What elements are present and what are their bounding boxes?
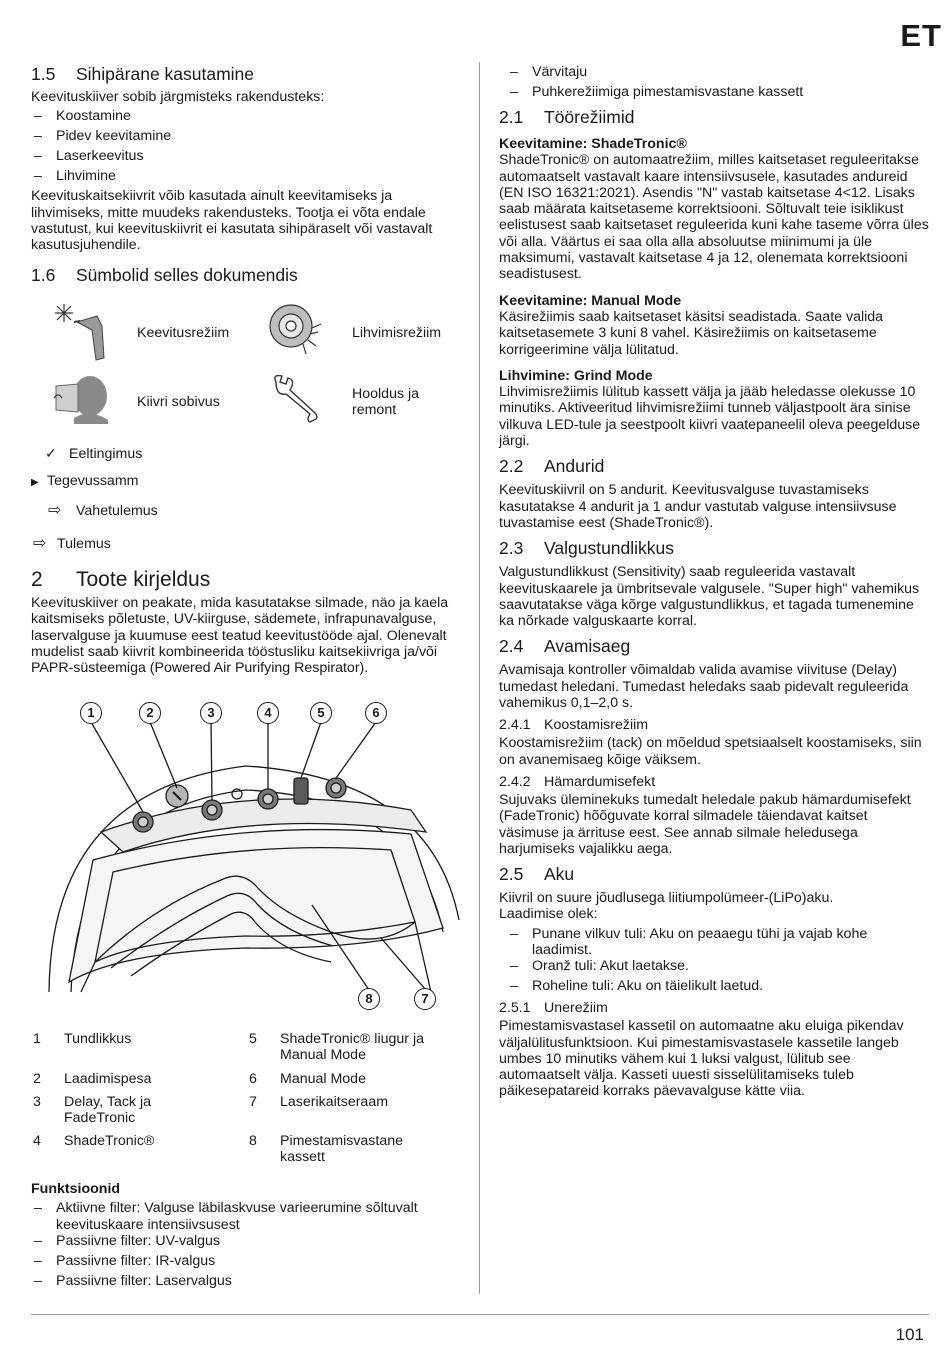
callout-6: 6	[365, 702, 387, 724]
head-fit-icon	[52, 372, 114, 424]
symbol-label: Lihvimisrežiim	[352, 325, 442, 341]
grinding-disc-icon	[266, 300, 328, 358]
hollow-arrow-icon: ⇨	[48, 502, 62, 519]
list-item: – Passiivne filter: UV-valgus	[31, 1233, 451, 1253]
list-item: – Pidev keevitamine	[31, 128, 451, 148]
legend-item: 4 ShadeTronic®	[33, 1133, 155, 1149]
section-body: Keevituskaitsekiivrit võib kasutada ainult keevitamiseks ja lihvimiseks, mitte muudeks rakendusteks. Tootja ei võta endale vastutust, kui keevituskiivrit ei kasutata sihipäraselt või vastavalt kasutusjuhendile.	[31, 188, 433, 254]
column-divider	[479, 62, 480, 1294]
callout-8: 8	[358, 988, 380, 1010]
legend-item: 7 Laserikaitseraam	[249, 1094, 389, 1110]
list-item: – Passiivne filter: IR-valgus	[31, 1253, 451, 1273]
paragraph: Valgustundlikkust (Sensitivity) saab reguleerida vastavalt keevituskaarele ja ümbritsevale valgusele. "Super high" vahemikus saavutatakse väga kõrge valgustundlikkus, et tagada tumenemine ka nõrkade valguskaarte korral.	[499, 564, 920, 630]
chapter-body: Keevituskiiver on peakate, mida kasutatakse silmade, näo ja kaela kaitsmiseks põletuste, UV-kiirguse, sädemete, infrapunavalguse, laservalguse ja kuumuse eest teatud keevitustööde ajal. Olenevalt mudelist saab kiivrit kombineerida tööstusliku kaitsekiivriga ja/või PAPR-süsteemiga (Powered Air Purifying Respirator).	[31, 595, 449, 677]
section-1-6	[31, 265, 451, 286]
subsection-heading: 2.4.2 Hämardumisefekt	[499, 773, 656, 790]
section-heading: 1.5 Sihipärane kasutamine	[31, 64, 255, 84]
footer-rule	[31, 1314, 929, 1315]
list-item: – Puhkerežiimiga pimestamisvastane kassett	[507, 84, 929, 104]
wrench-icon	[270, 372, 326, 424]
subsection-title: Keevitamine: ShadeTronic®	[499, 136, 687, 152]
result-marker: ⇨ Tulemus	[33, 535, 111, 552]
right-column	[499, 64, 929, 1100]
list-item: – Koostamine	[31, 108, 451, 128]
language-tag: ET	[900, 18, 942, 53]
symbol-label: Hooldus ja remont	[352, 386, 420, 419]
callout-2: 2	[139, 702, 161, 724]
list-item: – Roheline tuli: Aku on täielikult laetud.	[507, 978, 929, 998]
list-item: – Värvitaju	[507, 64, 929, 84]
list-item: – Passiivne filter: Laservalgus	[31, 1273, 451, 1293]
subsection-title: Lihvimine: Grind Mode	[499, 367, 653, 384]
legend-item: 6 Manual Mode	[249, 1071, 366, 1087]
paragraph: Keevituskiivril on 5 andurit. Keevitusvalguse tuvastamiseks kasutatakse 4 andurit ja 1 andur vastutab valguse intensiivsuse tuvastamise eest (ShadeTronic®).	[499, 482, 897, 531]
paragraph: Koostamisrežiim (tack) on mõeldud spetsiaalselt koostamiseks, siin on avanemisaeg kõige väiksem.	[499, 735, 922, 768]
hollow-arrow-icon: ⇨	[33, 535, 47, 552]
paragraph: Käsirežiimis saab kaitsetaset käsitsi seadistada. Saate valida kaitsetasemete 3 kuni 8 vahel. Käsirežiimis on kaitsetaseme korrigeerimine välja lülitatud.	[499, 308, 884, 358]
section-heading: 2.2 Andurid	[499, 456, 605, 477]
functions-list-continued	[507, 64, 929, 104]
interim-result-marker: ⇨ Vahetulemus	[48, 502, 158, 519]
subsection-heading: 2.4.1 Koostamisrežiim	[499, 717, 649, 734]
paragraph: ShadeTronic® on automaatrežiim, milles kaitsetaset reguleeritakse automaatselt vastavalt kaare intensiivsusele, kasutades andureid (EN ISO 16321:2021). Asendis "N" vastab kaitsetase 4<12. Lisaks saab määrata kaitsetaseme korrektsiooni. Sõltuvalt teie isiklikust eelistusest saab kaitsetaset reguleerida kuni kahe taseme võrra üles või alla. Väärtus ei saa olla alla absoluutse miinimumi ja üle maksimumi, vastavalt kaitsetase 4 ja 12, olenemata korrektsiooni seadistusest.	[499, 152, 929, 283]
section-heading: 2.5 Aku	[499, 864, 575, 885]
symbol-label: Keevitusrežiim	[137, 325, 230, 341]
section-heading: 2.4 Avamisaeg	[499, 636, 631, 657]
charging-status-list	[507, 926, 929, 999]
callout-4: 4	[257, 702, 279, 724]
list-item: – Laserkeevitus	[31, 148, 451, 168]
section-2	[31, 568, 451, 676]
welding-torch-icon	[52, 300, 122, 362]
play-arrow-icon: ▶	[31, 477, 39, 488]
list-item: – Oranž tuli: Akut laetakse.	[507, 958, 929, 978]
subsection-title: Keevitamine: Manual Mode	[499, 292, 682, 309]
symbol-label: Kiivri sobivus	[137, 394, 220, 410]
functions-block	[31, 1181, 451, 1293]
check-icon: ✓	[45, 446, 57, 462]
paragraph: Sujuvaks üleminekuks tumedalt heledale pakub hämardumisefekt (FadeTronic) hõõguvate korral silmadele täiendavat kaitset väsimuse ja ärrituse eest. See annab silmale heledusega harjumiseks vajalikku aega.	[499, 791, 911, 857]
chapter-heading: 2 Toote kirjeldus	[31, 568, 211, 591]
application-list	[31, 108, 451, 188]
page-number: 101	[895, 1325, 924, 1344]
legend-item: 3 Delay, Tack ja FadeTronic	[33, 1094, 151, 1127]
functions-list	[31, 1200, 451, 1293]
section-heading: 1.6 Sümbolid selles dokumendis	[31, 265, 298, 285]
callout-3: 3	[200, 702, 222, 724]
list-item: – Aktiivne filter: Valguse läbilaskvuse varieerumine sõltuvalt keevituskaare intensiivsusest	[31, 1200, 451, 1233]
paragraph: Pimestamisvastasel kassetil on automaatne aku eluiga pikendav väljalülitusfunktsioon. Kui pimestamisvastasele kassetile langeb umbes 10 minutiks vähem kui 1 luksi valgust, lülitub see automaatselt välja. Kasseti uuesti sisselülitamiseks tuleb päikesepatareid korraks päevavalguse kätte viia.	[499, 1018, 904, 1100]
legend-item: 2 Laadimispesa	[33, 1071, 152, 1087]
section-1-5	[31, 64, 451, 253]
paragraph: Lihvimisrežiimis lülitub kassett välja ja jääb heledasse olekusse 10 minutiks. Aktiveeritud lihvimisrežiimi tunneb väljastpoolt ära sinise vilkuva LED-tule ja seestpoolt kiivri vaatepaneelil oleva peegelduse järgi.	[499, 384, 921, 450]
prerequisite-marker: ✓ Eeltingimus	[45, 446, 143, 462]
paragraph: Laadimise olek:	[499, 906, 598, 923]
callout-7: 7	[414, 988, 436, 1010]
paragraph: Kiivril on suure jõudlusega liitiumpolümeer-(LiPo)aku.	[499, 890, 834, 907]
section-intro: Keevituskiiver sobib järgmisteks rakendusteks:	[31, 89, 325, 105]
list-item: – Lihvimine	[31, 168, 451, 188]
section-heading: 2.1 Töörežiimid	[499, 107, 635, 127]
helmet-cassette-illustration	[31, 700, 461, 1015]
callout-5: 5	[310, 702, 332, 724]
legend-item: 1 Tundlikkus	[33, 1031, 132, 1047]
legend-item: 5 ShadeTronic® liugur ja Manual Mode	[249, 1031, 424, 1064]
functions-title: Funktsioonid	[31, 1181, 121, 1197]
paragraph: Avamisaja kontroller võimaldab valida avamise viivituse (Delay) tumedast heledani. Tumedast heledaks saab pidevalt reguleerida vahemikus 0,1–2,0 s.	[499, 662, 909, 712]
section-heading: 2.3 Valgustundlikkus	[499, 538, 675, 559]
list-item: – Punane vilkuv tuli: Aku on peaaegu tühi ja vajab kohe laadimist.	[507, 926, 929, 959]
action-marker: ▶ Tegevussamm	[31, 473, 138, 491]
callout-1: 1	[80, 702, 102, 724]
legend-item: 8 Pimestamisvastane kassett	[249, 1133, 404, 1166]
subsection-heading: 2.5.1 Unerežiim	[499, 1000, 608, 1017]
